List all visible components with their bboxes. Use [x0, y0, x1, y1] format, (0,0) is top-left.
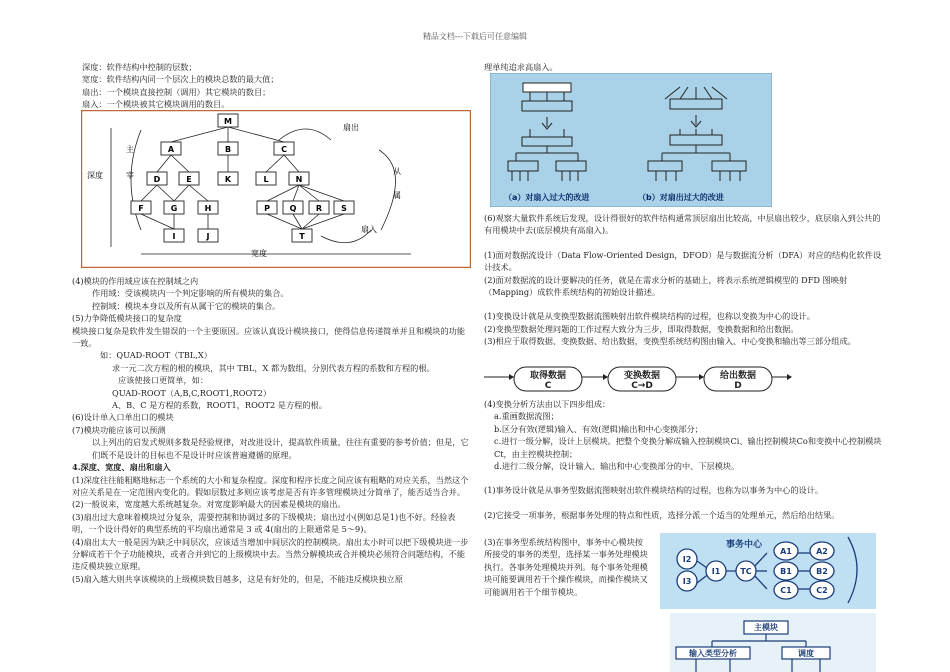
tree-node-p: P: [264, 204, 270, 213]
right-continuation: [484, 61, 882, 73]
t4-c: c.进行一级分解，设计上层模块。把整个变换分解成输入控制模块Ci、输出控制模块Co和变换中心控制模块Ct，由主控模块控制；: [494, 436, 882, 459]
flow-output-data: 给出数据: [719, 371, 757, 381]
s3-paragraph: (3)扇出过大意味着模块过分复杂，需要控制和协调过多的下级模块；扇出过小(例如总是1)也不好。经验表明，一个设计得好的典型系统的平均扇出通常是 3 或 4(扇出的上限通常是 5～9)。: [72, 511, 456, 535]
zhu-label: 主: [126, 145, 134, 154]
def-width: 宽度：软件结构内同一个层次上的模块总数的最大值；: [82, 74, 279, 85]
tree-node-a: A: [167, 145, 175, 154]
node-a2: A2: [816, 547, 828, 556]
right-body-2: [484, 398, 882, 521]
tree-node-i: I: [172, 232, 176, 241]
tree-node-r: R: [315, 204, 323, 213]
main-module: 主模块: [754, 623, 778, 632]
tx-3: (3)在事务型系统结构图中，事务中心模块按所接受的事务的类型，选择某一事务处理模块执行。各事务处理模块并列。每个事务处理模块可能要调用若干个操作模块，而操作模块又可能调用若干个细节模块。: [484, 537, 648, 597]
node-b2: B2: [816, 567, 828, 576]
depth-label: 深度: [87, 171, 103, 180]
tree-node-j: J: [206, 232, 210, 241]
t4-title: (4)变换分析方法由以下四步组成：: [484, 399, 611, 409]
p7-title: (7)模块功能应该可以预测: [72, 424, 166, 435]
t4-b: b.区分有效(逻辑)输入、有效(逻辑)输出和中心变换部分；: [494, 423, 703, 434]
section-4-heading: 4.深度、宽度、扇出和扇入: [72, 462, 171, 473]
tx-2: (2)它接受一项事务，根据事务处理的特点和性质，选择分派一个适当的处理单元，然后给出结果。: [484, 509, 840, 520]
p5-example-5: A、B、C 是方程的系数，ROOT1，ROOT2 是方程的根。: [112, 400, 327, 411]
p5-body: 模块接口复杂是软件发生错误的一个主要原因。应该认真设计模块接口，使得信息传递简单并且和模块的功能一致。: [72, 325, 466, 349]
p4-scope: 作用域：受该模块内一个判定影响的所有模块的集合。: [92, 288, 289, 299]
p5-example-2: 求一元二次方程的根的模块，其中 TBL，X 都为数组，分别代表方程的系数和方程的根。: [112, 362, 435, 373]
tree-node-q: Q: [289, 204, 297, 213]
flow-get-data: 取得数据: [529, 371, 567, 381]
p5-example-1: 如：QUAD-ROOT（TBL,X）: [100, 350, 212, 361]
page-header: 精品文档---下载后可任意编辑: [422, 32, 528, 41]
tx-1: (1)事务设计就是从事务型数据流图映射出软件模块结构的过程，也称为以事务为中心的设计。: [484, 485, 824, 496]
node-a1: A1: [780, 547, 792, 556]
caption-a: （a）对扇入过大的改进: [504, 193, 590, 202]
summary-paragraph: 以上列出的启发式规则多数是经验规律，对改进设计，提高软件质量，往往有重要的参考价值；但是，它们既不是设计的目标也不是设计时应该普遍遵循的原理。: [92, 437, 469, 460]
s4-paragraph: (4)扇出太大一般是因为缺乏中间层次，应该适当增加中间层次的控制模块。扇出太小时可以把下级模块进一步分解成若干个子功能模块，或者合并到它的上级模块中去。当然分解模块或合并模块必须符合问题结构，不能违反模块独立原理。: [72, 536, 469, 572]
p4-title: (4)模块的作用域应该在控制域之内: [72, 276, 199, 286]
tree-node-s: S: [341, 204, 347, 213]
def-fanin: 扇入：一个模块被其它模块调用的数目。: [82, 99, 230, 110]
tree-node-d: D: [153, 175, 161, 184]
flow-transform-sym: C→D: [631, 381, 653, 391]
p5-title: (5)力争降低模块接口的复杂度: [72, 313, 182, 324]
tree-node-l: L: [263, 175, 269, 184]
def-depth: 深度：软件结构中控制的层数；: [82, 62, 197, 72]
input-type-analysis: 输入类型分析: [689, 649, 737, 658]
node-tc: TC: [740, 567, 752, 576]
t4-d: d.进行二级分解，设计输入、输出和中心变换部分的中、下层模块。: [494, 461, 740, 472]
fanout-label: 扇出: [343, 123, 359, 132]
def-fanout: 扇出：一个模块直接控制（调用）其它模块的数目；: [82, 86, 271, 97]
tree-node-g: G: [170, 204, 178, 213]
shu-label: 属: [393, 191, 401, 200]
tree-node-k: K: [224, 175, 232, 184]
p4-control: 控制域：模块本身以及所有从属于它的模块的集合。: [92, 300, 281, 311]
transaction-center-figure: [660, 533, 876, 672]
dfd-1: (1)面对数据流设计（Data Flow-Oriented Design，DFOD）是与数据流分析（DFA）对应的结构化软件设计技术。: [484, 249, 882, 273]
tree-node-b: B: [224, 145, 232, 154]
node-c1: C1: [780, 586, 792, 595]
node-c2: C2: [816, 586, 828, 595]
tree-node-c: C: [281, 145, 287, 154]
tree-node-f: F: [138, 204, 144, 213]
fanin-label: 扇入: [361, 225, 377, 234]
tree-node-h: H: [204, 204, 212, 213]
definitions: [72, 61, 470, 111]
tree-node-e: E: [186, 175, 192, 184]
tx-3-block: [484, 536, 650, 598]
caption-b: （b）对扇出过大的改进: [638, 193, 724, 202]
node-b1: B1: [780, 567, 792, 576]
module-tree-figure: [81, 110, 471, 268]
transform-3: (3)相应于取得数据、变换数据、给出数据，变换型系统结构图由输入、中心变换和输出等三部分组成。: [484, 336, 856, 347]
width-label: 宽度: [251, 249, 267, 258]
fanin-continuation: 理单纯追求高扇入。: [484, 62, 558, 72]
p6-title: (6)设计单入口单出口的模块: [72, 412, 174, 423]
node-i2: I2: [682, 555, 692, 564]
right-body-1: [484, 212, 882, 348]
s5-paragraph: (5)扇入越大则共享该模块的上级模块数目越多，这是有好处的，但是，不能违反模块独立原: [72, 573, 403, 584]
node-i3: I3: [682, 577, 692, 586]
tx-center-label: 事务中心: [726, 540, 763, 550]
p5-example-4: QUAD-ROOT（A,B,C,ROOT1,ROOT2）: [112, 387, 272, 398]
dfd-2: (2)面对数据流的设计要解决的任务，就是在需求分析的基础上，将表示系统逻辑模型的 DFD 图映射（Mapping）成软件系统结构的初始设计描述。: [484, 274, 848, 298]
node-i1: I1: [711, 567, 721, 576]
flow-get-data-sym: C: [544, 381, 552, 391]
s2-paragraph: (2)一般说来，宽度越大系统越复杂。对宽度影响最大的因素是模块的扇出。: [72, 499, 346, 510]
transform-1: (1)变换设计就是从变换型数据流图映射出软件模块结构的过程，也称以变换为中心的设计。: [484, 311, 815, 322]
fan-improvement-figure: [490, 73, 772, 207]
s1-paragraph: (1)深度往往能粗略地标志一个系统的大小和复杂程度。深度和程序长度之间应该有粗略的对应关系，当然这个对应关系是在一定范围内变化的。假如层数过多则应该考虑是否有许多管理模块过分简单了，能否适当合并。: [72, 474, 469, 497]
cong-label: 从: [393, 167, 401, 176]
zai-label: 宰: [126, 171, 134, 180]
transform-2: (2)变换型数据处理问题的工作过程大致分为三步，即取得数据，变换数据和给出数据。: [484, 323, 799, 334]
flow-output-sym: D: [734, 381, 742, 391]
flow-transform-data: 变换数据: [623, 371, 661, 381]
tree-node-t: T: [299, 232, 305, 241]
t4-a: a.重画数据流图；: [494, 411, 559, 422]
tree-node-n: N: [295, 175, 303, 184]
tree-node-m: M: [224, 117, 232, 126]
dispatch-module: 调度: [798, 649, 814, 658]
p6-paragraph: (6)观察大量软件系统后发现，设计得很好的软件结构通常顶层扇出比较高，中层扇出较少，底层扇入到公共的有用模块中去(底层模块有高扇入)。: [484, 213, 881, 236]
left-body: [72, 275, 470, 585]
p5-example-3: 应该使接口更简单，如：: [118, 375, 209, 386]
transform-flow-figure: [484, 365, 794, 397]
